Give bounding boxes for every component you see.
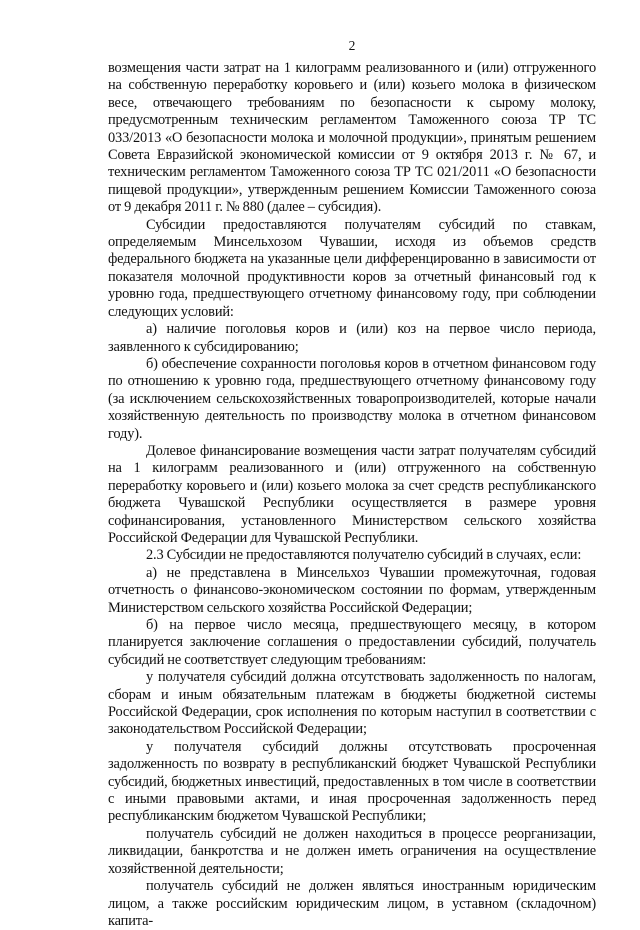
page-number: 2 — [348, 38, 356, 53]
document-page — [108, 38, 596, 930]
paragraph-requirement-foreign-entity: получатель субсидий не должен являться иностранным юридическим лицом, а также российским юридическим лицом, в уставном (складочном) капита- — [108, 878, 596, 929]
paragraph-requirement-reorganization: получатель субсидий не должен находиться в процессе реорганизации, ликвидации, банкротства и не должен иметь ограничения на осуществление хозяйственной деятельности; — [108, 825, 596, 877]
paragraph-exclusion-a: а) не представлена в Минсельхоз Чувашии промежуточная, годовая отчетность о финансово-экономическом состоянии по формам, утвержденным Министерством сельского хозяйства Российской Федерации; — [108, 564, 596, 616]
paragraph-subsidy-rates: Субсидии предоставляются получателям субсидий по ставкам, определяемым Минсельхозом Чувашии, исходя из объемов средств федерального бюджета на указанные цели дифференцированно в зависимости от показателя молочной продуктивности коров за отчетный финансовый год к уровню года, предшествующего отчетному финансовому году, при соблюдении следующих условий: — [108, 216, 596, 320]
paragraph-condition-a: а) наличие поголовья коров и (или) коз на первое число периода, заявленного к субсидированию; — [108, 321, 596, 355]
paragraph-requirement-debt: у получателя субсидий должны отсутствовать просроченная задолженность по возврату в республиканский бюджет Чувашской Республики субсидий, бюджетных инвестиций, предоставленных в том числе в соответствии с иными правовыми актами, и иная просроченная задолженность перед республиканским бюджетом Чувашской Республики; — [108, 738, 596, 825]
paragraph-subsidy-definition: возмещения части затрат на 1 килограмм реализованного и (или) отгруженного на собственную переработку коровьего и (или) козьего молока в физическом весе, отвечающего требованиям по безопасности к сырому молоку, предусмотренным техническим регламентом Таможенного союза ТР ТС 033/2013 «О безопасности молока и молочной продукции», принятым решением Совета Евразийской экономической комиссии от 9 октября 2013 г. № 67, и техническим регламентом Таможенного союза ТР ТС 021/2011 «О безопасности пищевой продукции», утвержденным решением Комиссии Таможенного союза от 9 декабря 2011 г. № 880 (далее – субсидия). — [108, 60, 596, 216]
paragraph-exclusion-b: б) на первое число месяца, предшествующего месяцу, в котором планируется заключение соглашения о предоставлении субсидий, получатель субсидий не соответствует следующим требованиям: — [108, 617, 596, 668]
paragraph-co-financing: Долевое финансирование возмещения части затрат получателям субсидий на 1 килограмм реализованного и (или) отгруженного на собственную переработку коровьего и (или) козьего молока за счет средств республиканского бюджета Чувашской Республики осуществляется в размере уровня софинансирования, установленного Министерством сельского хозяйства Российской Федерации для Чувашской Республики. — [108, 442, 596, 546]
paragraph-section-2-3: 2.3 Субсидии не предоставляются получателю субсидий в случаях, если: — [146, 547, 582, 564]
paragraph-requirement-taxes: у получателя субсидий должна отсутствовать задолженность по налогам, сборам и иным обязательным платежам в бюджеты бюджетной системы Российской Федерации, срок исполнения по которым наступил в соответствии с законодательством Российской Федерации; — [108, 669, 596, 738]
paragraph-condition-b: б) обеспечение сохранности поголовья коров в отчетном финансовом году по отношению к уровню года, предшествующего отчетному финансовому году (за исключением сельскохозяйственных товаропроизводителей, которые начали хозяйственную деятельность по производству молока в отчетном финансовом году). — [108, 355, 596, 442]
